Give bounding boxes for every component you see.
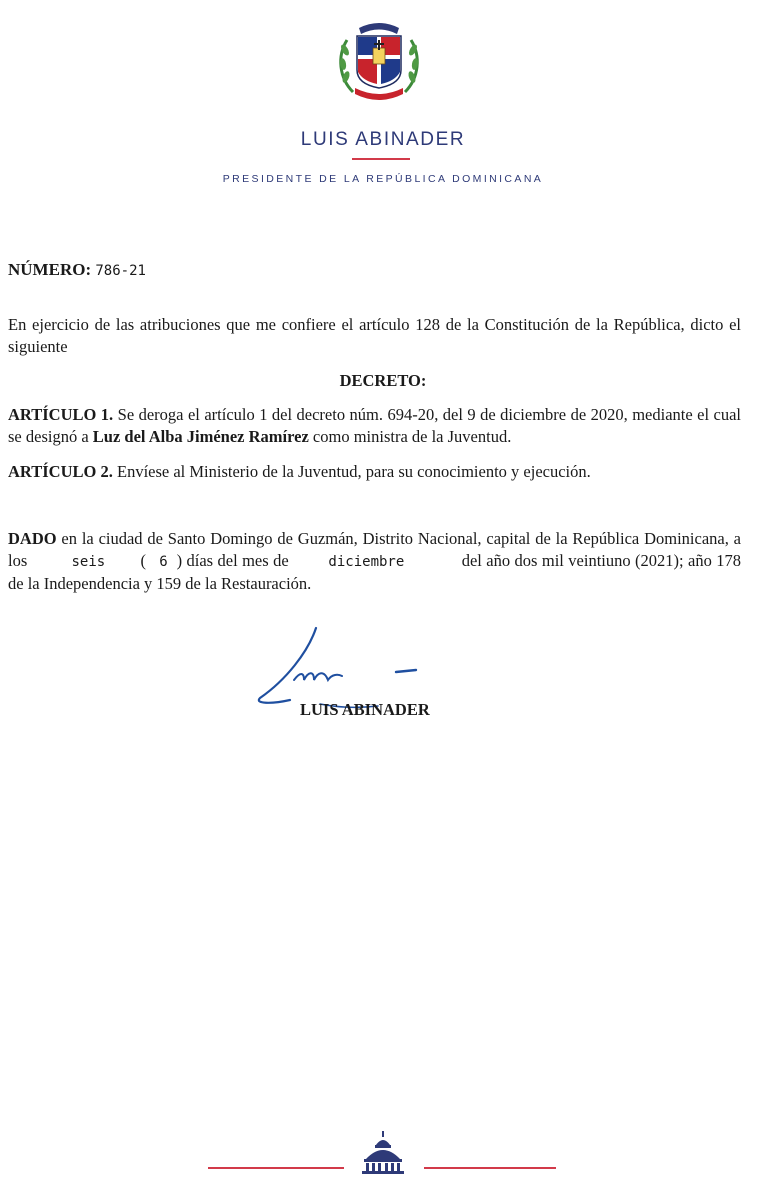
dado-text-1: en la ciudad de Santo Domingo de Guzmán, Distrito Nacional, capital de la República Dominicana, a los	[8, 529, 741, 570]
president-title: PRESIDENTE DE LA REPÚBLICA DOMINICANA	[222, 173, 544, 185]
article-1	[8, 404, 741, 448]
decree-number-value: 786-21	[95, 263, 146, 279]
appointee-name: Luz del Alba Jiménez Ramírez	[92, 427, 309, 446]
signer-name: LUIS ABINADER	[300, 700, 430, 719]
dado-text-3: del año dos mil veintiuno (2021); año 178 de la Independencia y 159 de la Restauración.	[8, 551, 742, 593]
footer-rule-right	[424, 1167, 556, 1169]
coat-of-arms-seal	[333, 14, 425, 104]
decree-number-label: NÚMERO:	[8, 260, 92, 279]
footer-rule-left	[208, 1167, 344, 1169]
day-in-words: seis	[71, 554, 106, 570]
decree-heading: DECRETO:	[339, 371, 427, 390]
dado-label: DADO	[8, 529, 57, 548]
article-2	[8, 461, 741, 483]
month-name: diciembre	[328, 554, 405, 570]
decree-number	[8, 260, 146, 280]
national-palace-dome-icon	[356, 1129, 410, 1175]
president-name: LUIS ABINADER	[300, 129, 466, 150]
dado-paragraph: DADO en la ciudad de Santo Domingo de Guzmán, Distrito Nacional, capital de la República Dominicana, a los seis ( 6 ) días del mes de diciembre del año dos mil veintiuno (2021); año 178 de la Independencia y 159 de la Restauración.	[8, 529, 742, 593]
dado-text-2: días del mes de	[182, 551, 294, 570]
article-2-label: ARTÍCULO 2.	[8, 462, 113, 481]
intro-paragraph: En ejercicio de las atribuciones que me confiere el artículo 128 de la Constitución de la República, dicto el siguiente	[8, 315, 741, 356]
header-divider	[352, 158, 410, 160]
article-1-label: ARTÍCULO 1.	[8, 405, 114, 424]
article-1-text-after: como ministra de la Juventud.	[308, 427, 512, 446]
article-2-text: Envíese al Ministerio de la Juventud, para su conocimiento y ejecución.	[112, 462, 591, 481]
article-1-text-before: Se deroga el artículo 1 del decreto núm. 694-20, del 9 de diciembre de 2020, mediante el cual se designó a	[8, 405, 741, 446]
day-number: 6	[159, 554, 168, 570]
